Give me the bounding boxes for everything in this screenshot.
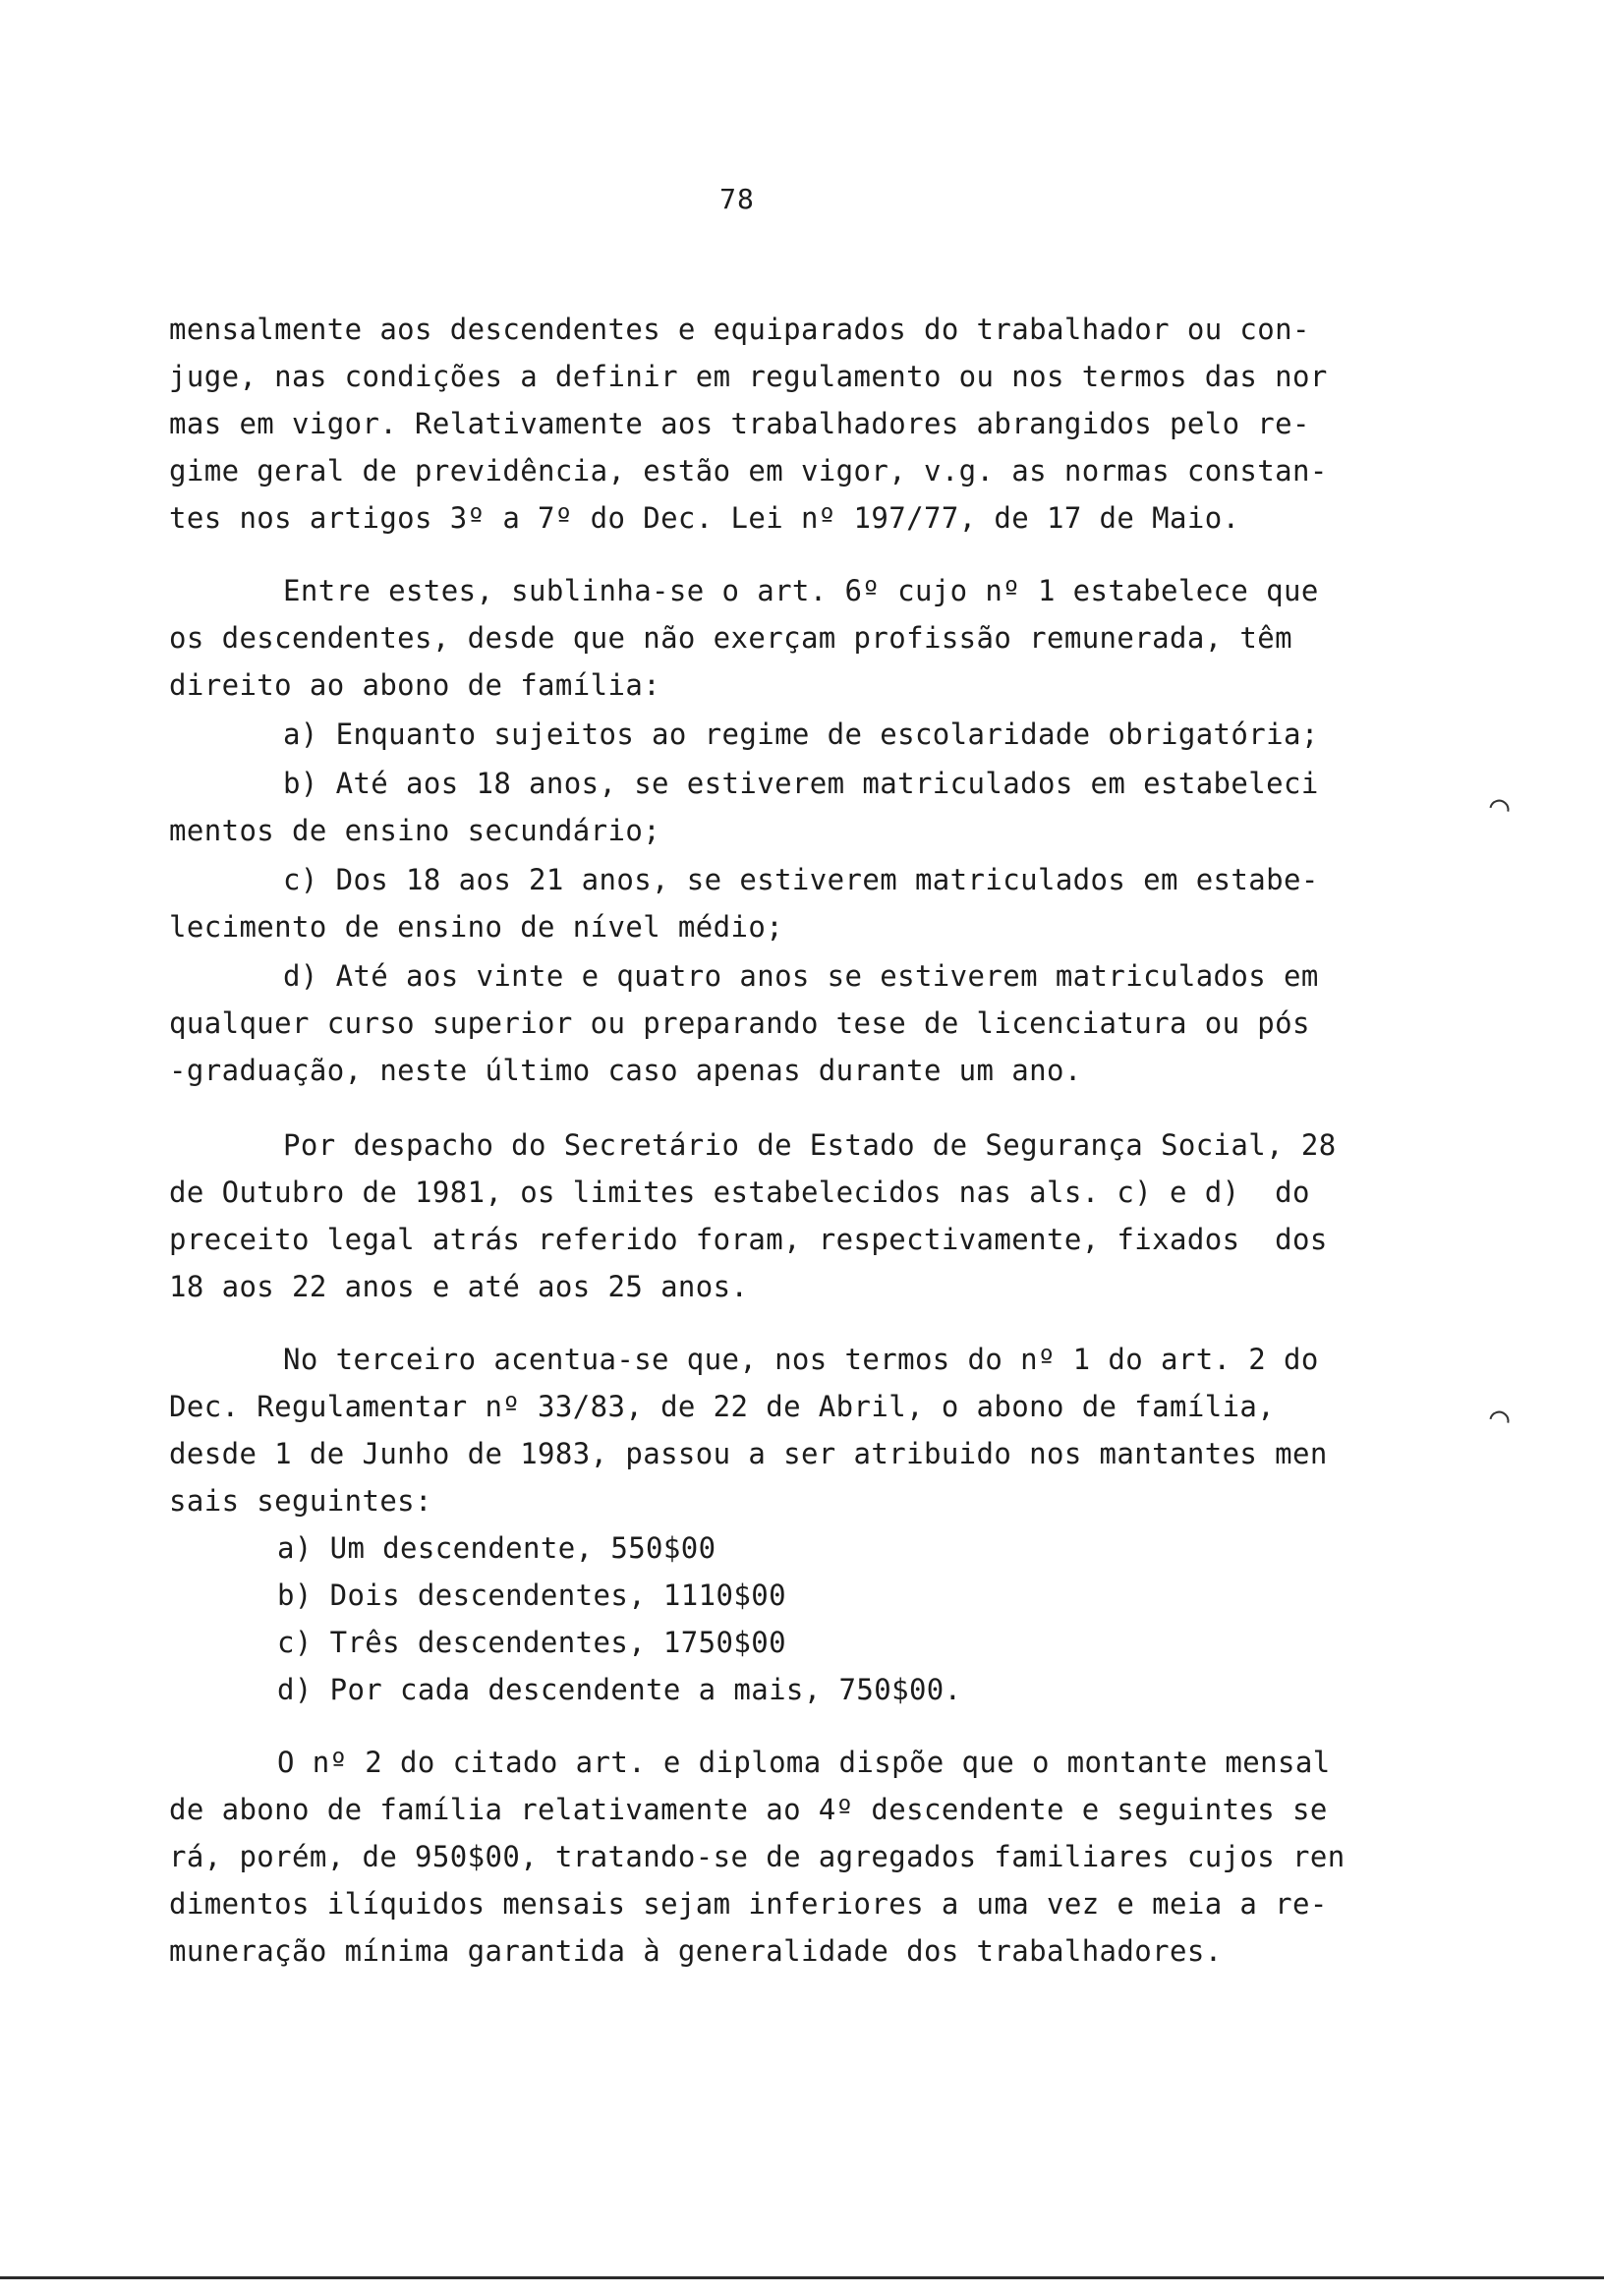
text-line: Por despacho do Secretário de Estado de Segurança Social, 28	[283, 1128, 1337, 1162]
text-line: mensalmente aos descendentes e equiparados do trabalhador ou con-	[169, 313, 1310, 346]
text-line: O nº 2 do citado art. e diploma dispõe que o montante mensal	[277, 1746, 1331, 1779]
text-line: -graduação, neste último caso apenas durante um ano.	[169, 1054, 1082, 1087]
text-line: mas em vigor. Relativamente aos trabalhadores abrangidos pelo re-	[169, 407, 1310, 440]
text-line: preceito legal atrás referido foram, respectivamente, fixados dos	[169, 1223, 1328, 1256]
text-line: de abono de família relativamente ao 4º descendente e seguintes se	[169, 1793, 1328, 1826]
text-line: No terceiro acentua-se que, nos termos do nº 1 do art. 2 do	[283, 1343, 1319, 1376]
text-line: lecimento de ensino de nível médio;	[169, 910, 784, 944]
text-line: a) Enquanto sujeitos ao regime de escolaridade obrigatória;	[283, 718, 1319, 751]
text-line: tes nos artigos 3º a 7º do Dec. Lei nº 197/77, de 17 de Maio.	[169, 501, 1240, 535]
bottom-rule	[0, 2276, 1604, 2279]
text-line: desde 1 de Junho de 1983, passou a ser atribuido nos mantantes men	[169, 1437, 1328, 1470]
text-line: sais seguintes:	[169, 1484, 432, 1518]
text-line: dimentos ilíquidos mensais sejam inferiores a uma vez e meia a re-	[169, 1887, 1328, 1921]
text-line: Entre estes, sublinha-se o art. 6º cujo nº 1 estabelece que	[283, 574, 1319, 607]
text-line: c) Dos 18 aos 21 anos, se estiverem matriculados em estabe-	[283, 863, 1319, 896]
margin-mark: ⌒	[1486, 784, 1515, 828]
text-line: Dec. Regulamentar nº 33/83, de 22 de Abril, o abono de família,	[169, 1390, 1276, 1423]
text-line: b) Dois descendentes, 1110$00	[277, 1578, 786, 1612]
text-line: b) Até aos 18 anos, se estiverem matriculados em estabeleci	[283, 767, 1319, 800]
margin-mark: ⌒	[1486, 1396, 1515, 1439]
text-line: c) Três descendentes, 1750$00	[277, 1626, 786, 1659]
page-number: 78	[719, 183, 755, 215]
text-line: direito ao abono de família:	[169, 668, 661, 702]
text-line: mentos de ensino secundário;	[169, 814, 661, 847]
text-line: gime geral de previdência, estão em vigor, v.g. as normas constan-	[169, 454, 1328, 488]
text-line: os descendentes, desde que não exerçam profissão remunerada, têm	[169, 621, 1293, 655]
text-line: juge, nas condições a definir em regulamento ou nos termos das nor	[169, 360, 1328, 393]
text-line: rá, porém, de 950$00, tratando-se de agregados familiares cujos ren	[169, 1840, 1346, 1873]
text-line: a) Um descendente, 550$00	[277, 1531, 716, 1565]
text-line: qualquer curso superior ou preparando tese de licenciatura ou pós	[169, 1006, 1310, 1040]
text-line: de Outubro de 1981, os limites estabelecidos nas als. c) e d) do	[169, 1176, 1310, 1209]
text-line: muneração mínima garantida à generalidade dos trabalhadores.	[169, 1934, 1223, 1968]
text-line: d) Por cada descendente a mais, 750$00.	[277, 1673, 962, 1706]
text-line: 18 aos 22 anos e até aos 25 anos.	[169, 1270, 749, 1303]
text-line: d) Até aos vinte e quatro anos se estiverem matriculados em	[283, 959, 1319, 993]
